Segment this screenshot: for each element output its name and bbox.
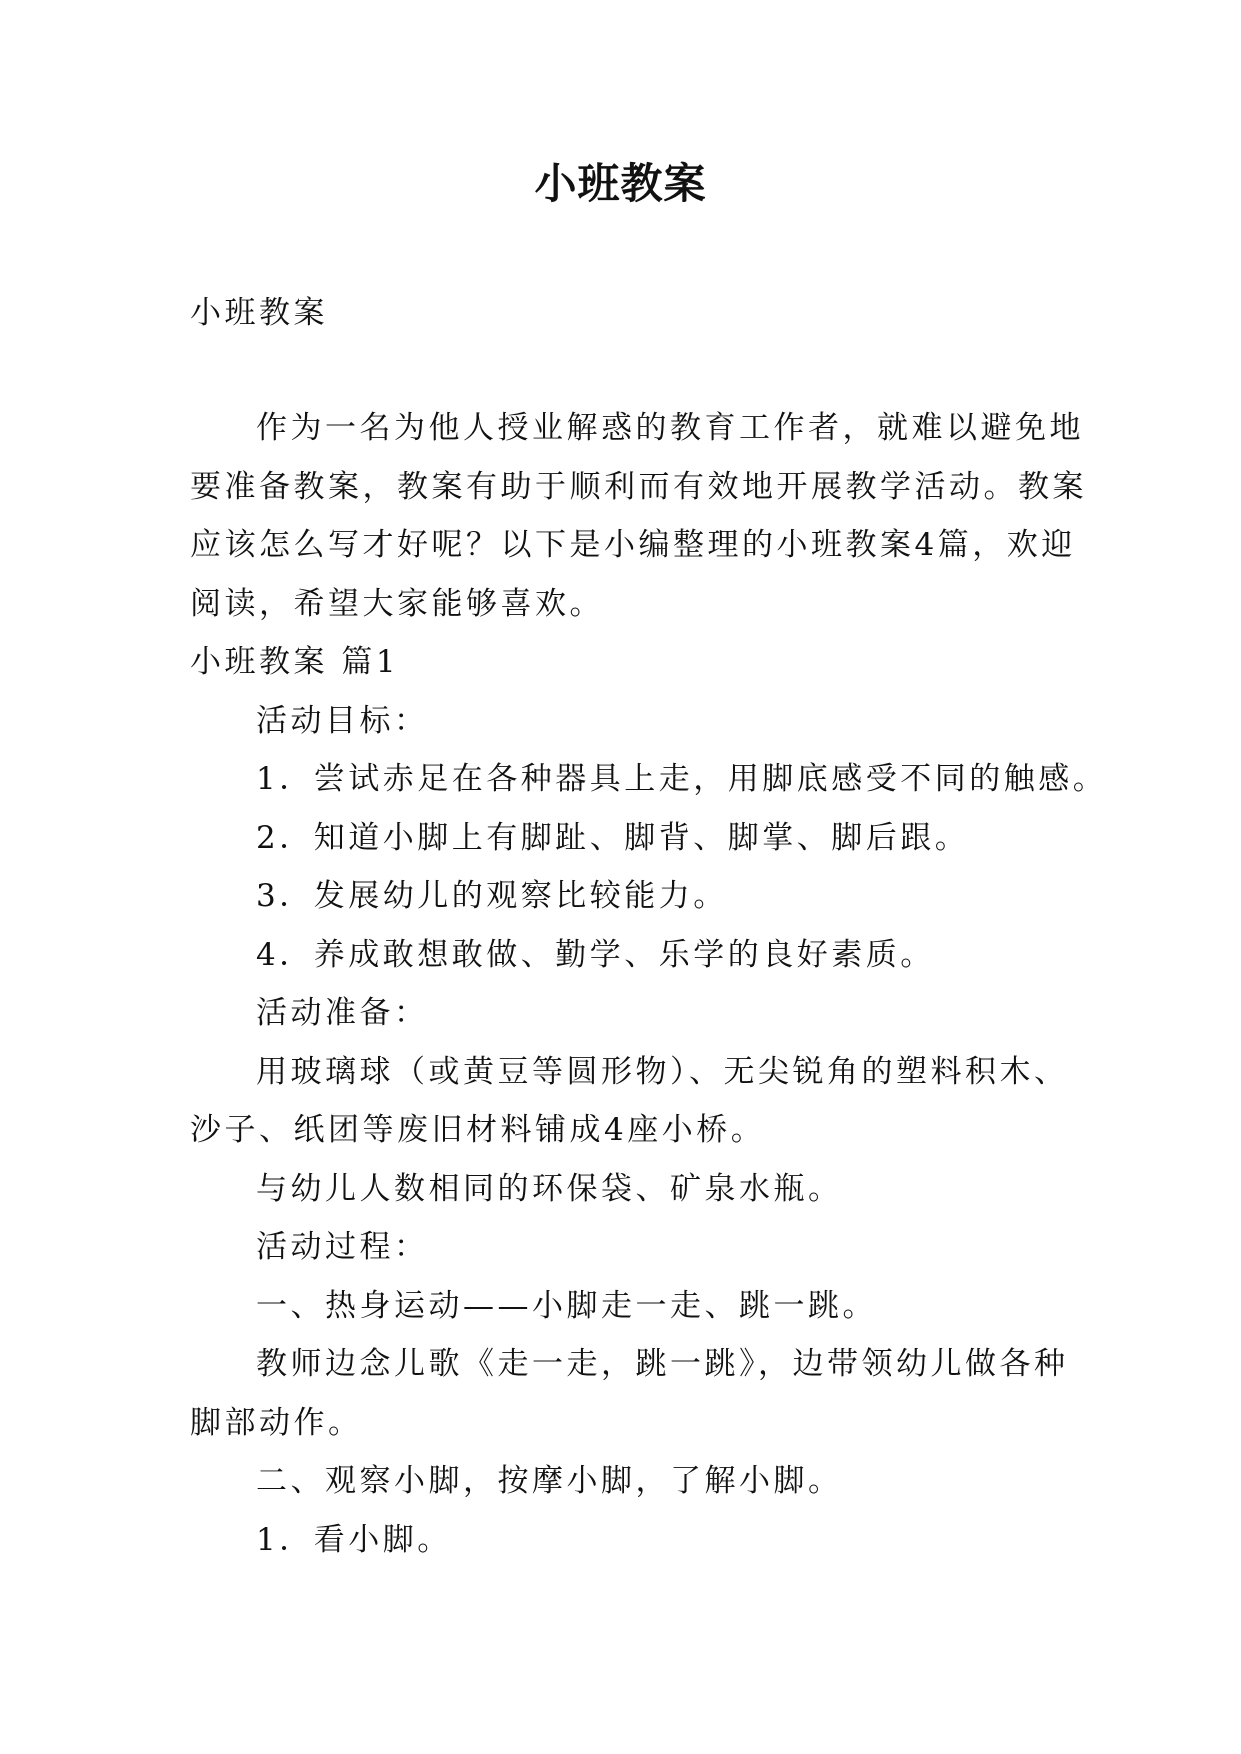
goal-item: 2．知道小脚上有脚趾、脚背、脚掌、脚后跟。 bbox=[256, 820, 970, 856]
prep-paragraph-line: 用玻璃球（或黄豆等圆形物）、无尖锐角的塑料积木、 bbox=[256, 1054, 1069, 1090]
process-step: 一、热身运动——小脚走一走、跳一跳。 bbox=[256, 1288, 877, 1324]
section-heading: 小班教案 篇1 bbox=[190, 644, 400, 680]
prep-paragraph-line: 沙子、纸团等废旧材料铺成4座小桥。 bbox=[190, 1112, 766, 1148]
intro-paragraph-line: 应该怎么写才好呢？以下是小编整理的小班教案4篇，欢迎 bbox=[190, 527, 1076, 563]
intro-paragraph-line: 要准备教案，教案有助于顺利而有效地开展教学活动。教案 bbox=[190, 469, 1087, 505]
goal-item: 4．养成敢想敢做、勤学、乐学的良好素质。 bbox=[256, 937, 935, 973]
prep-paragraph-line: 与幼儿人数相同的环保袋、矿泉水瓶。 bbox=[256, 1171, 843, 1207]
document-subtitle: 小班教案 bbox=[190, 295, 328, 331]
goal-item: 3．发展幼儿的观察比较能力。 bbox=[256, 878, 728, 914]
subheading-activity-prep: 活动准备： bbox=[256, 995, 429, 1031]
process-step: 二、观察小脚，按摩小脚，了解小脚。 bbox=[256, 1463, 843, 1499]
document-title: 小班教案 bbox=[534, 159, 707, 208]
intro-paragraph-line: 阅读，希望大家能够喜欢。 bbox=[190, 586, 604, 622]
process-paragraph-line: 教师边念儿歌《走一走，跳一跳》，边带领幼儿做各种 bbox=[256, 1346, 1069, 1382]
intro-paragraph-line: 作为一名为他人授业解惑的教育工作者，就难以避免地 bbox=[256, 410, 1084, 446]
subheading-activity-process: 活动过程： bbox=[256, 1229, 429, 1265]
process-substep: 1．看小脚。 bbox=[256, 1522, 452, 1558]
goal-item: 1．尝试赤足在各种器具上走，用脚底感受不同的触感。 bbox=[256, 761, 1108, 797]
process-paragraph-line: 脚部动作。 bbox=[190, 1405, 363, 1441]
subheading-activity-goals: 活动目标： bbox=[256, 703, 429, 739]
